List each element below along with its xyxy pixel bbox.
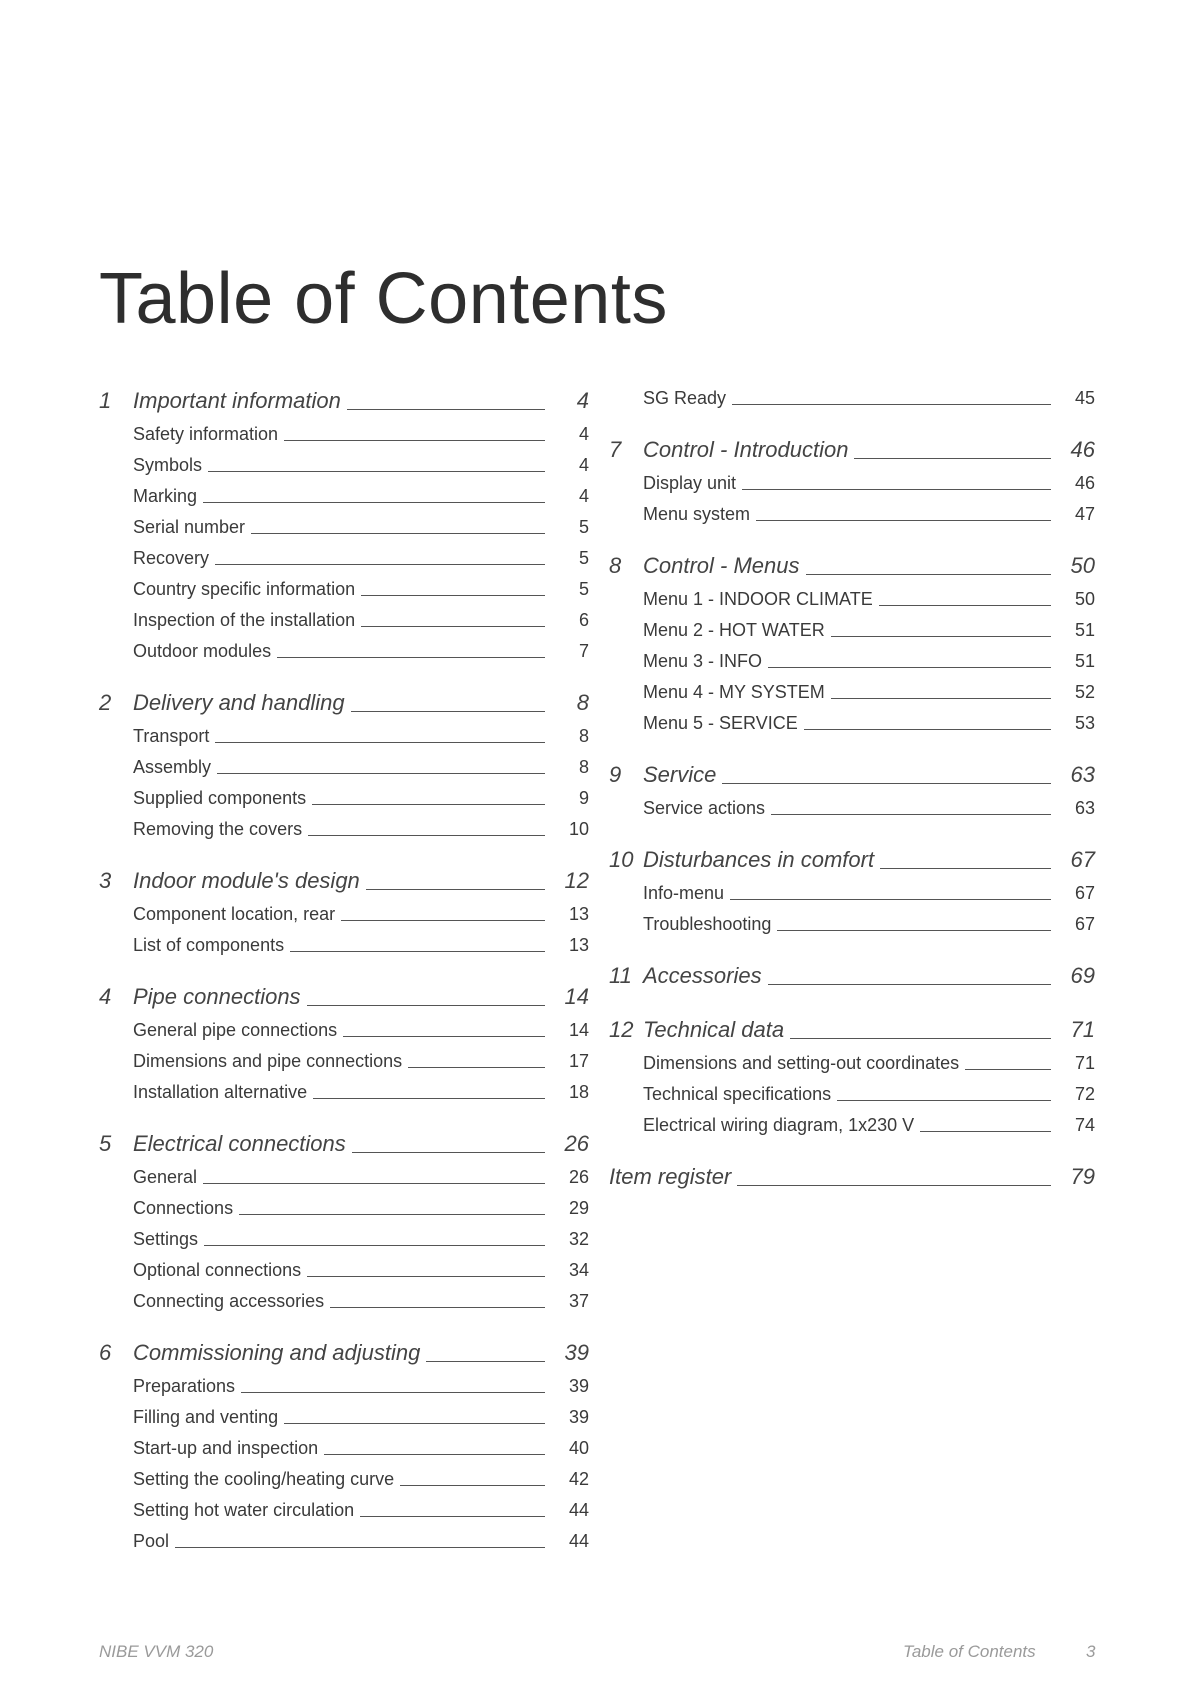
toc-section-entry[interactable] [609, 469, 1095, 500]
toc-page-number: 5 [578, 517, 589, 537]
toc-section-title: Transport [133, 726, 215, 747]
toc-page-number: 4 [578, 455, 589, 475]
toc-section-title: Dimensions and pipe connections [133, 1051, 408, 1072]
toc-section-title: Menu 5 - SERVICE [643, 713, 804, 734]
toc-chapter-title: Indoor module's design [133, 868, 366, 894]
toc-section-entry[interactable] [99, 722, 589, 753]
footer-product: NIBE VVM 320 [99, 1642, 214, 1661]
toc-chapter-number: 9 [609, 762, 622, 787]
toc-section-entry[interactable] [609, 1111, 1095, 1142]
toc-chapter-number: 2 [99, 690, 112, 715]
toc-section-title: Removing the covers [133, 819, 308, 840]
toc-page-number: 34 [568, 1260, 589, 1280]
toc-section-title: Assembly [133, 757, 217, 778]
toc-chapter-entry[interactable] [609, 1013, 1095, 1049]
toc-right-column [609, 384, 1095, 1196]
toc-section-entry[interactable] [99, 1496, 589, 1527]
toc-page-number: 26 [568, 1167, 589, 1187]
toc-section-entry[interactable] [99, 1287, 589, 1318]
toc-section-entry[interactable] [99, 1256, 589, 1287]
toc-chapter-entry[interactable] [609, 843, 1095, 879]
toc-section-entry[interactable] [99, 1163, 589, 1194]
toc-page-number: 10 [568, 819, 589, 839]
toc-section-title: SG Ready [643, 388, 732, 409]
toc-page-number: 72 [1074, 1084, 1095, 1104]
toc-section-title: Supplied components [133, 788, 312, 809]
toc-chapter-entry[interactable] [99, 1127, 589, 1163]
toc-page-number: 52 [1074, 682, 1095, 702]
toc-page-number: 67 [1074, 883, 1095, 903]
toc-chapter-title: Accessories [643, 963, 768, 989]
page-title: Table of Contents [99, 259, 668, 339]
toc-chapter-title: Pipe connections [133, 984, 307, 1010]
toc-page-number: 32 [568, 1229, 589, 1249]
toc-section-title: Start-up and inspection [133, 1438, 324, 1459]
toc-chapter-entry[interactable] [99, 384, 589, 420]
toc-page-number: 63 [1074, 798, 1095, 818]
toc-chapter-title: Control - Menus [643, 553, 806, 579]
toc-section-entry[interactable] [99, 1527, 589, 1558]
toc-page-number: 71 [1070, 1017, 1095, 1042]
toc-chapter-entry[interactable] [609, 959, 1095, 995]
toc-section-entry[interactable] [609, 500, 1095, 531]
toc-section-entry[interactable] [99, 482, 589, 513]
toc-section-entry[interactable] [99, 575, 589, 606]
toc-section-title: Menu 3 - INFO [643, 651, 768, 672]
toc-section-entry[interactable] [99, 900, 589, 931]
toc-section-title: Info-menu [643, 883, 730, 904]
toc-section-title: Settings [133, 1229, 204, 1250]
toc-section-entry[interactable] [99, 544, 589, 575]
toc-page-number: 69 [1070, 963, 1095, 988]
toc-page-number: 17 [568, 1051, 589, 1071]
toc-page-number: 74 [1074, 1115, 1095, 1135]
toc-page-number: 5 [578, 579, 589, 599]
toc-page-number: 7 [578, 641, 589, 661]
toc-page-number: 45 [1074, 388, 1095, 408]
toc-page-number: 8 [578, 726, 589, 746]
toc-page-number: 47 [1074, 504, 1095, 524]
toc-chapter-title: Important information [133, 388, 347, 414]
toc-page-number: 71 [1074, 1053, 1095, 1073]
toc-page-number: 50 [1074, 589, 1095, 609]
toc-section-title: General [133, 1167, 203, 1188]
toc-page-number: 42 [568, 1469, 589, 1489]
toc-section-entry[interactable] [609, 794, 1095, 825]
toc-chapter-title: Delivery and handling [133, 690, 351, 716]
toc-section-entry[interactable] [99, 637, 589, 668]
toc-chapter-entry[interactable] [99, 686, 589, 722]
toc-chapter-title: Commissioning and adjusting [133, 1340, 426, 1366]
toc-section-title: Technical specifications [643, 1084, 837, 1105]
toc-page-number: 53 [1074, 713, 1095, 733]
toc-section-title: Outdoor modules [133, 641, 277, 662]
toc-chapter-number: 8 [609, 553, 622, 578]
toc-section-title: Filling and venting [133, 1407, 284, 1428]
toc-section-title: Setting the cooling/heating curve [133, 1469, 400, 1490]
toc-section-entry[interactable] [609, 647, 1095, 678]
toc-section-title: List of components [133, 935, 290, 956]
toc-chapter-title: Item register [609, 1164, 737, 1190]
toc-chapter-number: 1 [99, 388, 112, 413]
toc-section-entry[interactable] [609, 709, 1095, 740]
toc-section-title: Setting hot water circulation [133, 1500, 360, 1521]
toc-section-entry[interactable] [99, 1078, 589, 1109]
toc-section-title: Inspection of the installation [133, 610, 361, 631]
toc-page-number: 63 [1070, 762, 1095, 787]
toc-chapter-title: Technical data [643, 1017, 790, 1043]
toc-page-number: 79 [1070, 1164, 1095, 1189]
toc-chapter-entry[interactable] [609, 1160, 1095, 1196]
toc-chapter-entry[interactable] [609, 433, 1095, 469]
toc-page-number: 13 [568, 935, 589, 955]
toc-section-title: Installation alternative [133, 1082, 313, 1103]
toc-dot-leader [133, 1547, 545, 1548]
toc-chapter-title: Electrical connections [133, 1131, 352, 1157]
toc-section-title: Dimensions and setting-out coordinates [643, 1053, 965, 1074]
footer-page-number: 3 [1086, 1642, 1096, 1661]
toc-section-title: Electrical wiring diagram, 1x230 V [643, 1115, 920, 1136]
toc-section-entry[interactable] [99, 1403, 589, 1434]
toc-section-title: Symbols [133, 455, 208, 476]
toc-section-entry[interactable] [99, 1047, 589, 1078]
toc-page-number: 40 [568, 1438, 589, 1458]
toc-chapter-number: 12 [609, 1017, 634, 1042]
toc-section-title: General pipe connections [133, 1020, 343, 1041]
toc-section-title: Safety information [133, 424, 284, 445]
toc-page-number: 9 [578, 788, 589, 808]
toc-section-title: Troubleshooting [643, 914, 777, 935]
toc-section-entry[interactable] [99, 513, 589, 544]
toc-chapter-number: 7 [609, 437, 622, 462]
toc-page-number: 6 [578, 610, 589, 630]
toc-page-number: 5 [578, 548, 589, 568]
toc-section-title: Serial number [133, 517, 251, 538]
toc-section-entry[interactable] [99, 1372, 589, 1403]
toc-section-entry[interactable] [609, 879, 1095, 910]
toc-page-number: 39 [564, 1340, 589, 1365]
toc-page-number: 67 [1070, 847, 1095, 872]
toc-section-entry[interactable] [609, 384, 1095, 415]
toc-section-title: Recovery [133, 548, 215, 569]
toc-section-entry[interactable] [99, 420, 589, 451]
toc-page-number: 46 [1070, 437, 1095, 462]
toc-chapter-title: Disturbances in comfort [643, 847, 880, 873]
toc-page-number: 26 [564, 1131, 589, 1156]
toc-page-number: 50 [1070, 553, 1095, 578]
toc-page-number: 67 [1074, 914, 1095, 934]
toc-section-entry[interactable] [99, 606, 589, 637]
toc-section-entry[interactable] [99, 931, 589, 962]
toc-section-title: Menu system [643, 504, 756, 525]
toc-chapter-title: Control - Introduction [643, 437, 854, 463]
toc-chapter-number: 4 [99, 984, 112, 1009]
toc-section-title: Preparations [133, 1376, 241, 1397]
toc-page-number: 37 [568, 1291, 589, 1311]
toc-section-entry[interactable] [609, 1049, 1095, 1080]
toc-page-number: 8 [576, 690, 589, 715]
toc-chapter-entry[interactable] [609, 549, 1095, 585]
footer-section-title: Table of Contents [903, 1642, 1036, 1661]
toc-section-title: Optional connections [133, 1260, 307, 1281]
toc-chapter-title: Service [643, 762, 722, 788]
toc-section-title: Pool [133, 1531, 175, 1552]
toc-section-title: Connecting accessories [133, 1291, 330, 1312]
toc-chapter-number: 11 [609, 963, 632, 988]
toc-section-title: Component location, rear [133, 904, 341, 925]
toc-section-entry[interactable] [99, 784, 589, 815]
toc-page-number: 44 [568, 1531, 589, 1551]
toc-page-number: 14 [568, 1020, 589, 1040]
toc-page-number: 4 [576, 388, 589, 413]
toc-section-title: Display unit [643, 473, 742, 494]
toc-page-number: 14 [564, 984, 589, 1009]
toc-section-entry[interactable] [99, 753, 589, 784]
toc-section-entry[interactable] [609, 1080, 1095, 1111]
toc-page-number: 39 [568, 1407, 589, 1427]
toc-chapter-entry[interactable] [99, 980, 589, 1016]
toc-left-column [99, 384, 589, 1558]
toc-section-entry[interactable] [99, 1016, 589, 1047]
toc-section-title: Menu 2 - HOT WATER [643, 620, 831, 641]
toc-section-title: Menu 1 - INDOOR CLIMATE [643, 589, 879, 610]
toc-page-number: 51 [1074, 620, 1095, 640]
toc-page-number: 4 [578, 486, 589, 506]
toc-section-title: Service actions [643, 798, 771, 819]
toc-page-number: 29 [568, 1198, 589, 1218]
toc-section-entry[interactable] [99, 1225, 589, 1256]
toc-chapter-number: 5 [99, 1131, 112, 1156]
toc-chapter-number: 6 [99, 1340, 112, 1365]
toc-page-number: 4 [578, 424, 589, 444]
toc-page-number: 46 [1074, 473, 1095, 493]
toc-page-number: 51 [1074, 651, 1095, 671]
toc-section-entry[interactable] [609, 585, 1095, 616]
toc-page-number: 12 [564, 868, 589, 893]
toc-chapter-entry[interactable] [609, 758, 1095, 794]
toc-section-entry[interactable] [99, 1465, 589, 1496]
toc-page-number: 13 [568, 904, 589, 924]
toc-chapter-entry[interactable] [99, 1336, 589, 1372]
toc-section-title: Menu 4 - MY SYSTEM [643, 682, 831, 703]
toc-page-number: 8 [578, 757, 589, 777]
toc-section-entry[interactable] [99, 815, 589, 846]
toc-page-number: 44 [568, 1500, 589, 1520]
toc-section-entry[interactable] [99, 451, 589, 482]
toc-chapter-number: 10 [609, 847, 634, 872]
toc-page-number: 39 [568, 1376, 589, 1396]
toc-section-title: Connections [133, 1198, 239, 1219]
toc-chapter-number: 3 [99, 868, 112, 893]
toc-section-entry[interactable] [99, 1194, 589, 1225]
toc-section-title: Marking [133, 486, 203, 507]
toc-section-entry[interactable] [609, 616, 1095, 647]
toc-section-entry[interactable] [609, 678, 1095, 709]
toc-page-number: 18 [568, 1082, 589, 1102]
toc-chapter-entry[interactable] [99, 864, 589, 900]
toc-section-entry[interactable] [609, 910, 1095, 941]
toc-section-entry[interactable] [99, 1434, 589, 1465]
toc-section-title: Country specific information [133, 579, 361, 600]
